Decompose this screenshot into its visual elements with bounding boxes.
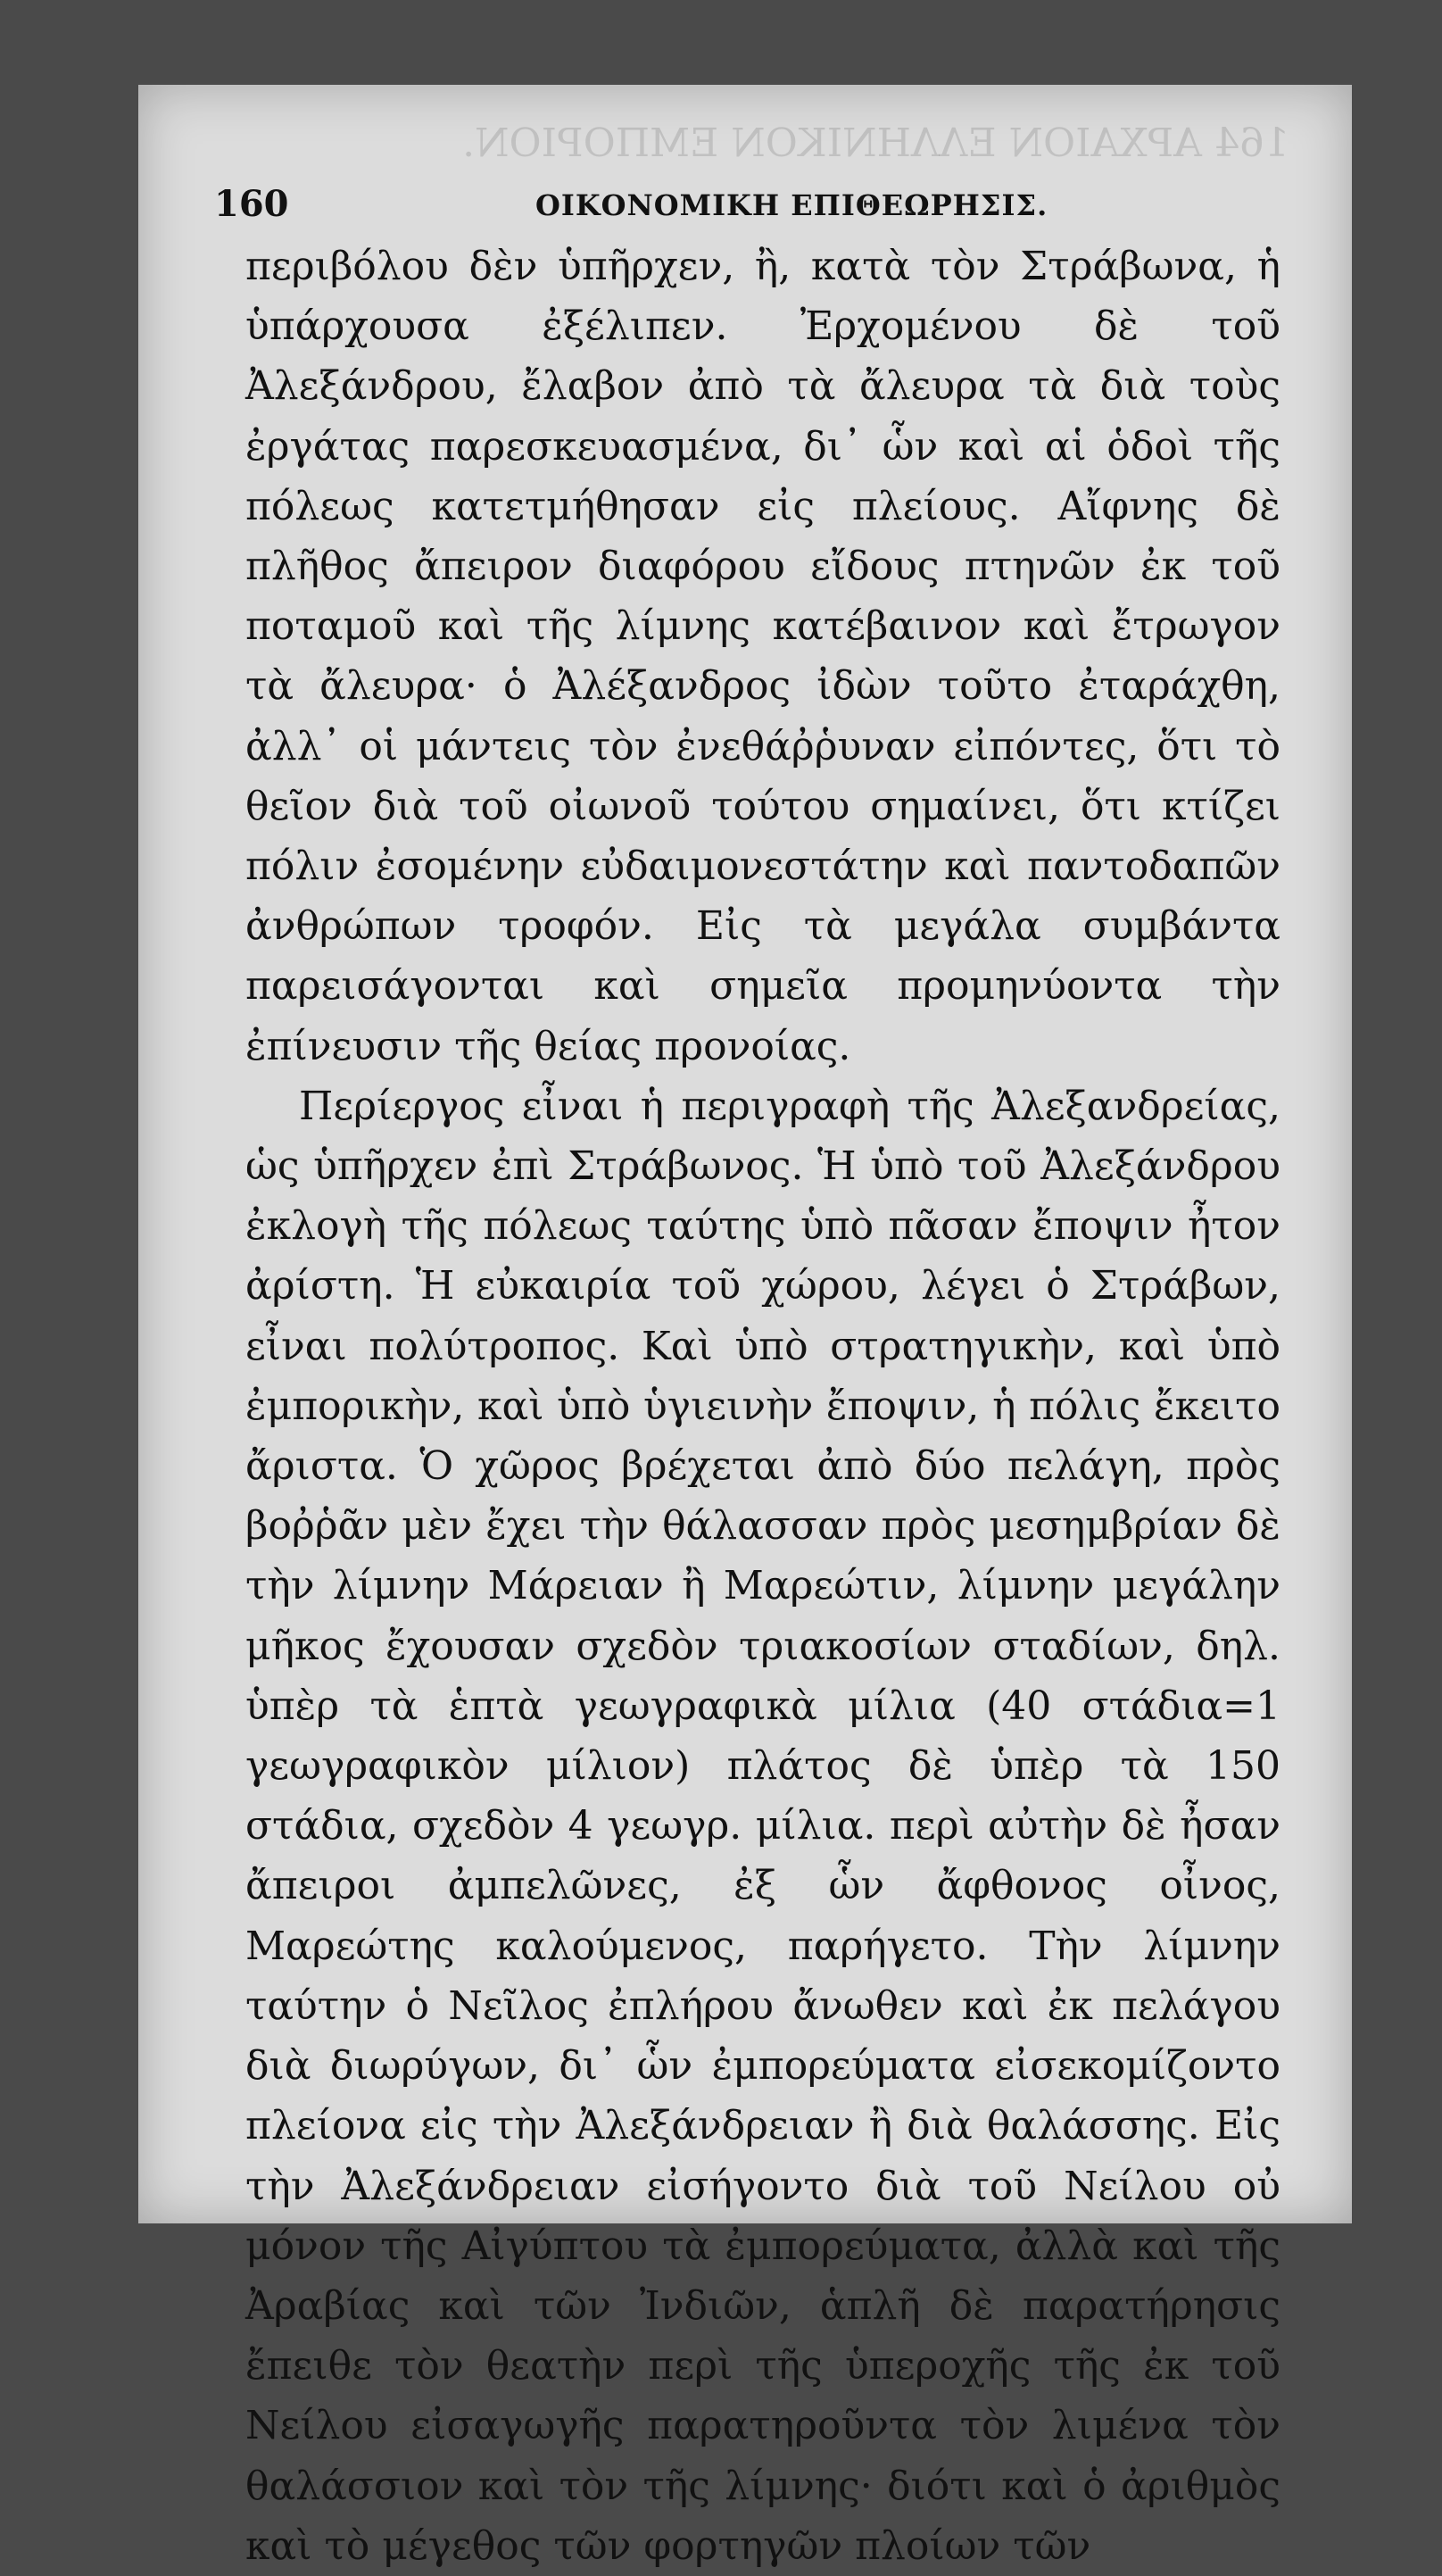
running-title: ΟΙΚΟΝΟΜΙΚΗ ΕΠΙΘΕΩΡΗΣΙΣ.	[535, 188, 1048, 222]
body-text	[245, 237, 1280, 2576]
page-number: 160	[214, 183, 289, 225]
show-through-text: 164 ΑΡΧΑΙΟΝ ΕΛΛΗΝΙΚΟΝ ΕΜΠΟΡΙΟΝ.	[462, 120, 1289, 166]
paragraph-continued: περιβόλου δὲν ὑπῆρχεν, ἢ, κατὰ τὸν Στράβωνα, ἡ ὑπάρχουσα ἐξέλιπεν. Ἐρχομένου δὲ τοῦ Ἀλεξάνδρου, ἔλαβον ἀπὸ τὰ ἄλευρα τὰ διὰ τοὺς ἐργάτας παρεσκευασμένα, δι᾽ ὧν καὶ αἱ ὁδοὶ τῆς πόλεως κατετμήθησαν εἰς πλείους. Αἴφνης δὲ πλῆθος ἄπειρον διαφόρου εἴδους πτηνῶν ἐκ τοῦ ποταμοῦ καὶ τῆς λίμνης κατέβαινον καὶ ἔτρωγον τὰ ἄλευρα· ὁ Ἀλέξανδρος ἰδὼν τοῦτο ἐταράχθη, ἀλλ᾽ οἱ μάντεις τὸν ἐνεθάῤῥυναν εἰπόντες, ὅτι τὸ θεῖον διὰ τοῦ οἰωνοῦ τούτου σημαίνει, ὅτι κτίζει πόλιν ἐσομένην εὐδαιμονεστάτην καὶ παντοδαπῶν ἀνθρώπων τροφόν. Εἰς τὰ μεγάλα συμβάντα παρεισάγονται καὶ σημεῖα προμηνύοντα τὴν ἐπίνευσιν τῆς θείας προνοίας.	[245, 244, 1280, 1069]
running-head	[214, 183, 1312, 237]
book-page	[138, 85, 1352, 2569]
paragraph-alexandria-description: Περίεργος εἶναι ἡ περιγραφὴ τῆς Ἀλεξανδρείας, ὡς ὑπῆρχεν ἐπὶ Στράβωνος. Ἡ ὑπὸ τοῦ Ἀλεξάνδρου ἐκλογὴ τῆς πόλεως ταύτης ὑπὸ πᾶσαν ἔποψιν ἦτον ἀρίστη. Ἡ εὐκαιρία τοῦ χώρου, λέγει ὁ Στράβων, εἶναι πολύτροπος. Καὶ ὑπὸ στρατηγικὴν, καὶ ὑπὸ ἐμπορικὴν, καὶ ὑπὸ ὑγιεινὴν ἔποψιν, ἡ πόλις ἔκειτο ἄριστα. Ὁ χῶρος βρέχεται ἀπὸ δύο πελάγη, πρὸς βοῤῥᾶν μὲν ἔχει τὴν θάλασσαν πρὸς μεσημβρίαν δὲ τὴν λίμνην Μάρειαν ἢ Μαρεώτιν, λίμνην μεγάλην μῆκος ἔχουσαν σχεδὸν τριακοσίων σταδίων, δηλ. ὑπὲρ τὰ ἑπτὰ γεωγραφικὰ μίλια (40 στάδια=1 γεωγραφικὸν μίλιον) πλάτος δὲ ὑπὲρ τὰ 150 στάδια, σχεδὸν 4 γεωγρ. μίλια. περὶ αὐτὴν δὲ ἦσαν ἄπειροι ἀμπελῶνες, ἐξ ὧν ἄφθονος οἶνος, Μαρεώτης καλούμενος, παρήγετο. Τὴν λίμνην ταύτην ὁ Νεῖλος ἐπλήρου ἄνωθεν καὶ ἐκ πελάγου διὰ διωρύγων, δι᾽ ὧν ἐμπορεύματα εἰσεκομίζοντο πλείονα εἰς τὴν Ἀλεξάνδρειαν ἢ διὰ θαλάσσης. Εἰς τὴν Ἀλεξάνδρειαν εἰσήγοντο διὰ τοῦ Νείλου οὐ μόνον τῆς Αἰγύπτου τὰ ἐμπορεύματα, ἀλλὰ καὶ τῆς Ἀραβίας καὶ τῶν Ἰνδιῶν, ἁπλῆ δὲ παρατήρησις ἔπειθε τὸν θεατὴν περὶ τῆς ὑπεροχῆς τῆς ἐκ τοῦ Νείλου εἰσαγωγῆς παρατηροῦντα τὸν λιμένα τὸν θαλάσσιον καὶ τὸν τῆς λίμνης· διότι καὶ ὁ ἀριθμὸς καὶ τὸ μέγεθος τῶν φορτηγῶν πλοίων τῶν	[245, 1083, 1280, 2569]
